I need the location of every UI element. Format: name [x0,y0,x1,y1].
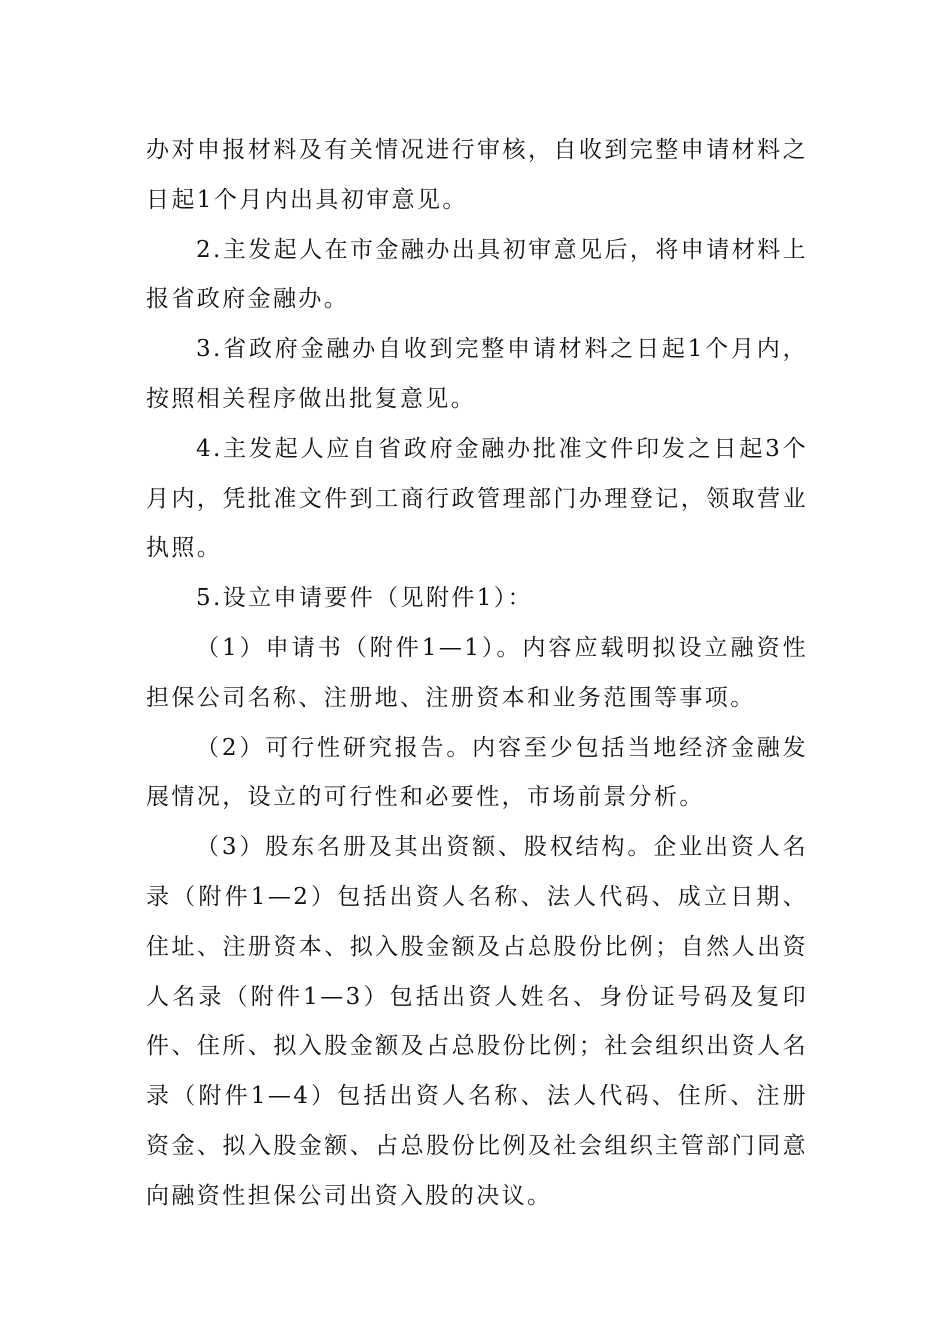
paragraph-subitem-2: （2）可行性研究报告。内容至少包括当地经济金融发展情况，设立的可行性和必要性，市场前景分析。 [146,734,808,811]
paragraph-item-5: 5.设立申请要件（见附件1）： [196,585,534,612]
paragraph-review-continuation: 办对申报材料及有关情况进行审核，自收到完整申请材料之日起1个月内出具初审意见。 [146,137,808,213]
paragraph-subitem-3: （3）股东名册及其出资额、股权结构。企业出资人名录（附件1—2）包括出资人名称、法人代码、成立日期、住址、注册资本、拟入股金额及占总股份比例；自然人出资人名录（附件1—3）包括出资人姓名、身份证号码及复印件、住所、拟入股金额及占总股份比例；社会组织出资人名录（附件1—4）包括出资人名称、法人代码、住所、注册资金、拟入股金额、占总股份比例及社会组织主管部门同意向融资性担保公司出资入股的决议。 [146,834,808,1209]
paragraph-item-2: 2.主发起人在市金融办出具初审意见后，将申请材料上报省政府金融办。 [146,236,808,313]
paragraph-item-3: 3.省政府金融办自收到完整申请材料之日起1个月内，按照相关程序做出批复意见。 [146,336,808,412]
paragraph-subitem-1: （1）申请书（附件1—1）。内容应载明拟设立融资性担保公司名称、注册地、注册资本和业务范围等事项。 [146,634,808,711]
document-body [146,126,808,1222]
paragraph-item-4: 4.主发起人应自省政府金融办批准文件印发之日起3个月内，凭批准文件到工商行政管理部门办理登记，领取营业执照。 [146,435,808,562]
